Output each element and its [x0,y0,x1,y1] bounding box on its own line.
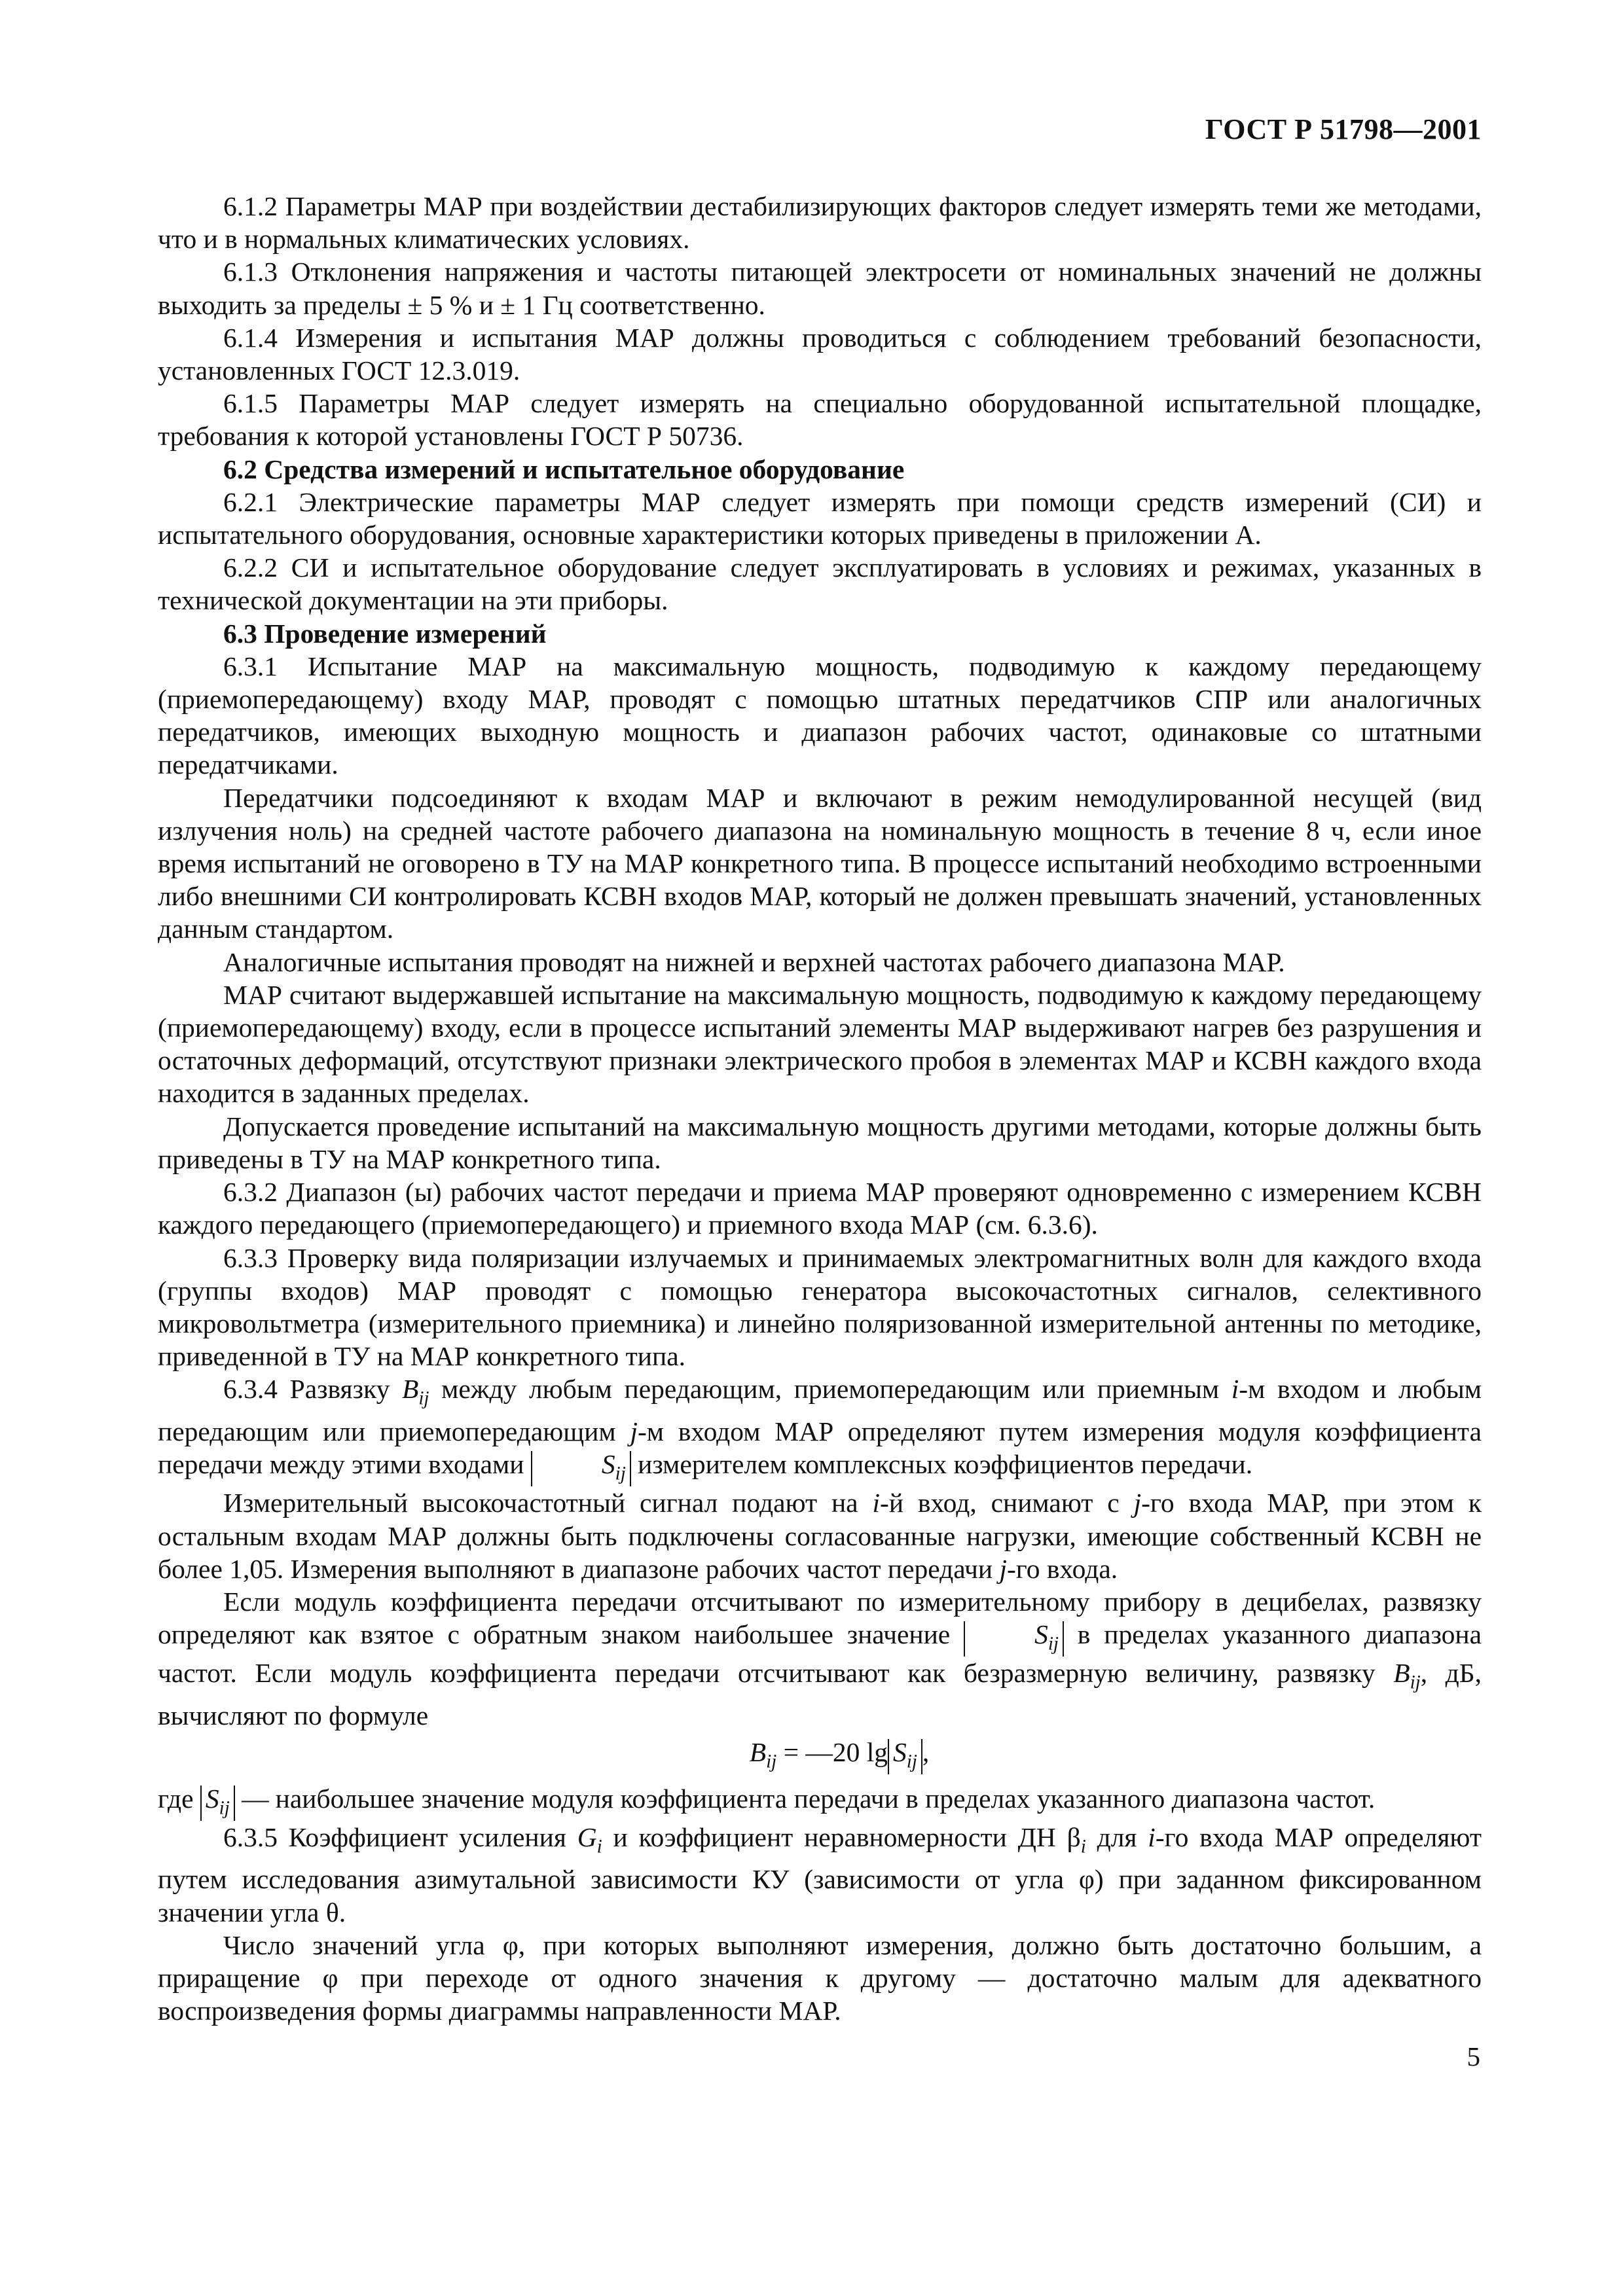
formula-decoupling: $B_{ij}$ = —20 $\lg S_{ij}$ , [158,1736,1482,1778]
paragraph-6-1-2: 6.1.2 Параметры МАР при воздействии дестабилизирующих факторов следует измерять теми же методами, что и в нормальных климатических условиях. [158,191,1482,255]
paragraph-6-2-1: 6.2.1 Электрические параметры МАР следует измерять при помощи средств измерений (СИ) и испытательного оборудования, основные характеристики которых приведены в приложении А. [158,486,1482,550]
paragraph-6-3-4: 6.3.4 Развязку $B_{ij}$ между любым передающим, приемопередающим или приемным i-м входом и любым передающим или приемопередающим j-м входом МАР определяют путем измерения модуля коэффициента передачи между этими входами $S_{ij}$ измерителем комплексных коэффициентов передачи. [158,1372,1482,1486]
formula-legend: где $S_{ij}$ — наибольшее значение модуля коэффициента передачи в пределах указанного диапазона частот. [158,1782,1482,1821]
paragraph-6-1-5: 6.1.5 Параметры МАР следует измерять на специально оборудованной испытательной площадке, требования к которой установлены ГОСТ Р 50736. [158,388,1482,452]
section-heading-6-2: 6.2 Средства измерений и испытательное оборудование [223,454,905,484]
paragraph-6-2-2: 6.2.2 СИ и испытательное оборудование следует эксплуатировать в условиях и режимах, указанных в технической документации на эти приборы. [158,552,1482,616]
paragraph-6-1-4: 6.1.4 Измерения и испытания МАР должны проводиться с соблюдением требований безопасности, установленных ГОСТ 12.3.019. [158,322,1482,386]
paragraph-6-3-4-decibels: Если модуль коэффициента передачи отсчитывают по измерительному прибору в децибелах, развязку определяют как взятое с обратным знаком наибольшее значение $S_{ij}$ в пределах указанного диапазона частот. Если модуль коэффициента передачи отсчитывают как безразмерную величину, развязку $B_{ij}$, дБ, вычисляют по формуле [158,1586,1482,1731]
paragraph-6-3-5: 6.3.5 Коэффициент усиления $G_i$ и коэффициент неравномерности ДН $\beta_i$ для i-го входа МАР определяют путем исследования азимутальной зависимости КУ (зависимости от угла φ) при заданном фиксированном значении угла θ. [158,1821,1482,1928]
document-header: ГОСТ Р 51798—2001 [1205,113,1482,145]
paragraph-6-3-1-similar-tests: Аналогичные испытания проводят на нижней и верхней частотах рабочего диапазона МАР. [223,946,1285,977]
paragraph-6-3-3: 6.3.3 Проверку вида поляризации излучаемых и принимаемых электромагнитных волн для каждого входа (группы входов) МАР проводят с помощью генератора высокочастотных сигналов, селективного микровольтметра (измерительного приемника) и линейно поляризованной измерительной антенны по методике, приведенной в ТУ на МАР конкретного типа. [158,1242,1482,1372]
section-heading-6-3: 6.3 Проведение измерений [223,618,547,649]
paragraph-6-3-1-acceptance: МАР считают выдержавшей испытание на максимальную мощность, подводимую к каждому передающему (приемопередающему) входу, если в процессе испытаний элементы МАР выдерживают нагрев без разрушения и остаточных деформаций, отсутствуют признаки электрического пробоя в элементах МАР и КСВН каждого входа находится в заданных пределах. [158,979,1482,1109]
paragraph-6-3-2: 6.3.2 Диапазон (ы) рабочих частот передачи и приема МАР проверяют одновременно с измерением КСВН каждого передающего (приемопередающего) и приемного входа МАР (см. 6.3.6). [158,1177,1482,1240]
paragraph-6-3-5-angle-count: Число значений угла φ, при которых выполняют измерения, должно быть достаточно большим, а приращение φ при переходе от одного значения к другому — достаточно малым для адекватного воспроизведения формы диаграммы направленности МАР. [158,1929,1482,2026]
paragraph-6-3-1-transmitters: Передатчики подсоединяют к входам МАР и включают в режим немодулированной несущей (вид излучения ноль) на средней частоте рабочего диапазона на номинальную мощность в течение 8 ч, если иное время испытаний не оговорено в ТУ на МАР конкретного типа. В процессе испытаний необходимо встроенными либо внешними СИ контролировать КСВН входов МАР, который не должен превышать значений, установленных данным стандартом. [158,782,1482,944]
document-body [158,190,1482,2027]
paragraph-6-1-3: 6.1.3 Отклонения напряжения и частоты питающей электросети от номинальных значений не должны выходить за пределы ± 5 % и ± 1 Гц соответственно. [158,257,1482,320]
paragraph-6-3-4-signal: Измерительный высокочастотный сигнал подают на i-й вход, снимают с j-го входа МАР, при этом к остальным входам МАР должны быть подключены согласованные нагрузки, имеющие собственный КСВН не более 1,05. Измерения выполняют в диапазоне рабочих частот передачи j-го входа. [158,1488,1482,1584]
paragraph-6-3-1-other-methods: Допускается проведение испытаний на максимальную мощность другими методами, которые должны быть приведены в ТУ на МАР конкретного типа. [158,1111,1482,1174]
modulus-s-ij: $S_{ij}$ [964,1621,1064,1657]
paragraph-6-3-1: 6.3.1 Испытание МАР на максимальную мощность, подводимую к каждому передающему (приемопередающему) входу МАР, проводят с помощью штатных передатчиков СПР или аналогичных передатчиков, имеющих выходную мощность и диапазон рабочих частот, одинаковые со штатными передатчиками. [158,651,1482,780]
modulus-s-ij: $S_{ij}$ [531,1451,631,1486]
page-number: 5 [1467,2041,1480,2072]
